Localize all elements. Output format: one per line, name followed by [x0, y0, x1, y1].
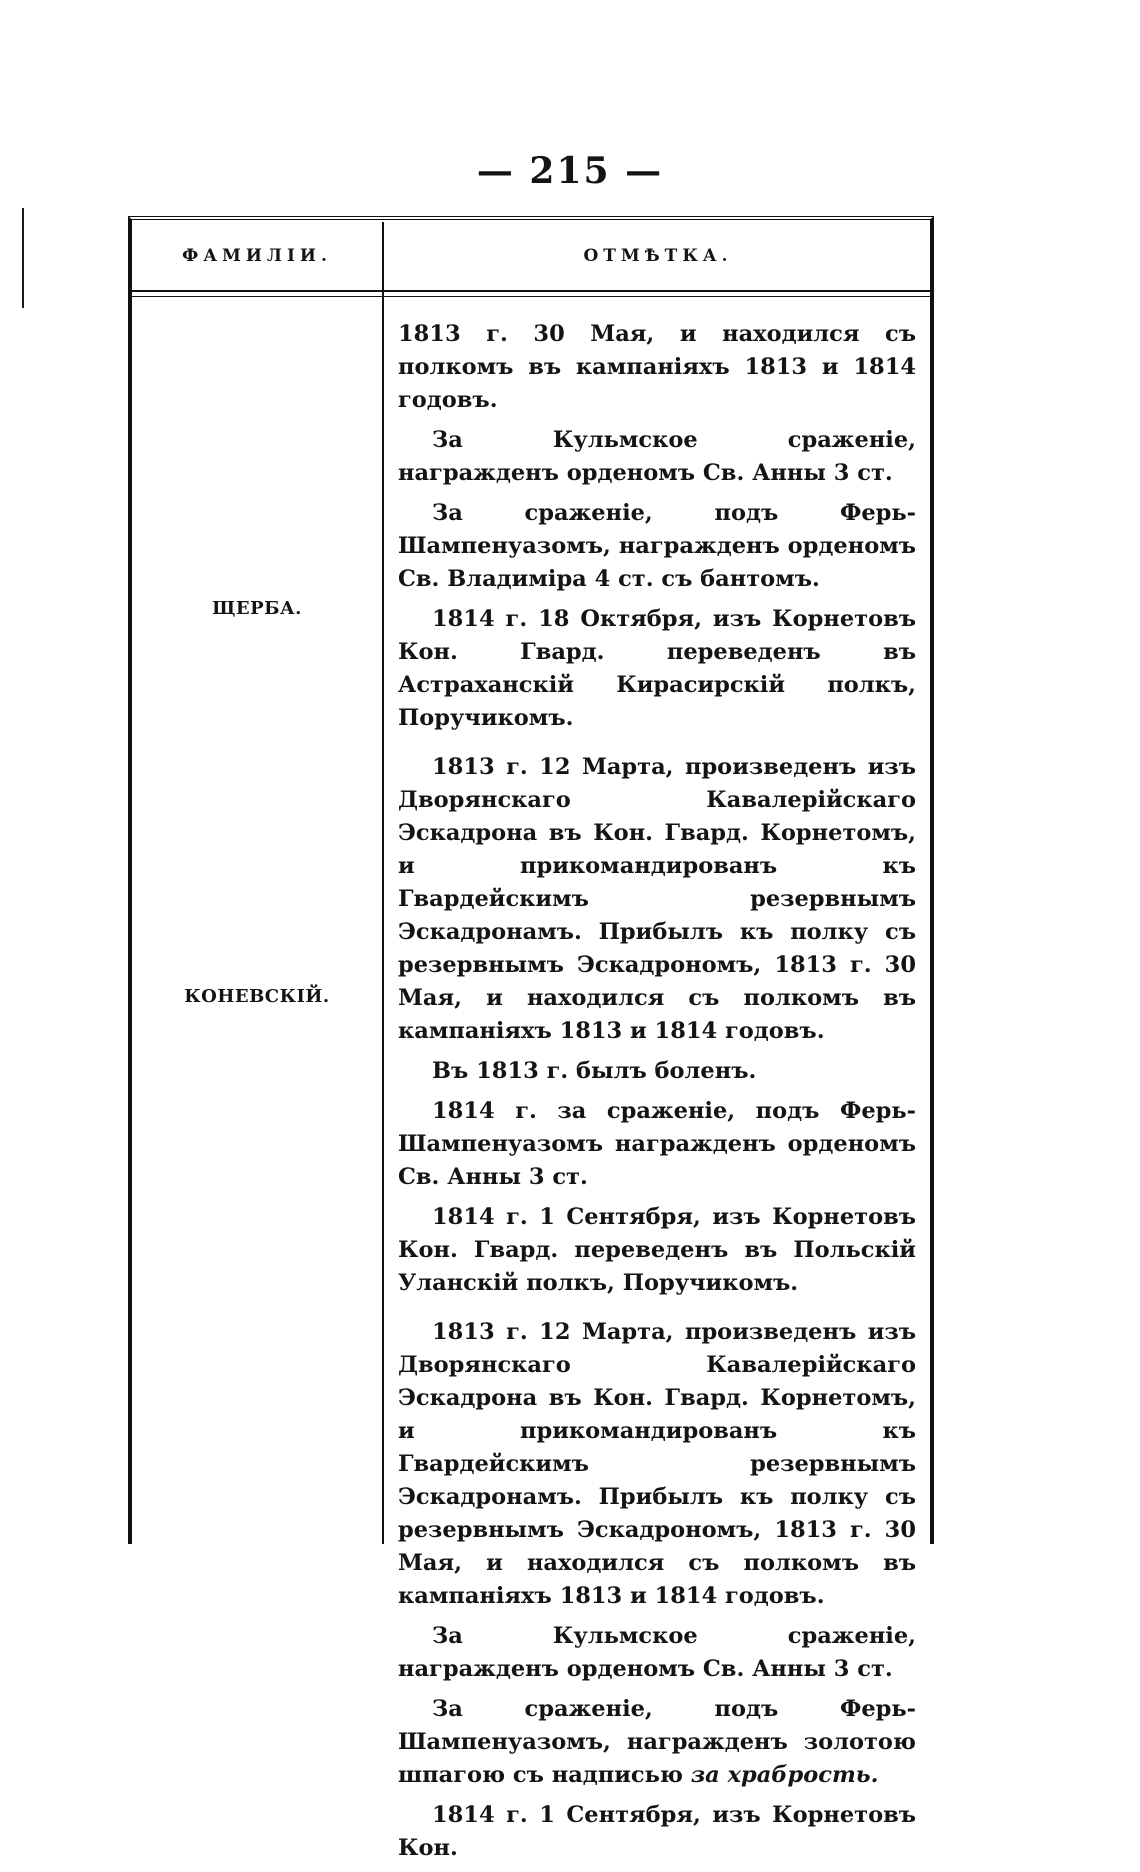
- shcherba-paragraph: Въ 1813 г. былъ боленъ.: [432, 1058, 757, 1084]
- continuation-paragraph: За сраженіе, подъ Ферь-Шампенуазомъ, награжденъ орденомъ Св. Владиміра 4 ст. съ бантомъ.: [398, 500, 916, 592]
- konevsky-paragraph: 1813 г. 12 Марта, произведенъ изъ Дворянскаго Кавалерійскаго Эскадрона въ Кон. Гвард. Корнетомъ, и прикомандированъ къ Гвардейскимъ резервнымъ Эскадронамъ. Прибылъ къ полку съ резервнымъ Эскадрономъ, 1813 г. 30 Мая, и находился съ полкомъ въ кампаніяхъ 1813 и 1814 годовъ.: [398, 1319, 916, 1609]
- column-divider: [382, 222, 384, 1544]
- surname-shcherba: ЩЕРБА.: [212, 598, 302, 619]
- header-rule: [128, 290, 934, 297]
- konevsky-last-line: 1814 г. 1 Сентября, изъ Корнетовъ Кон.: [398, 1802, 916, 1861]
- header-notes: ОТМѢТКА.: [583, 246, 733, 266]
- header-surnames: ФАМИЛІИ.: [182, 246, 332, 266]
- sword-award-text: За сраженіе, подъ Ферь-Шампенуазомъ, награжденъ золотою шпагою съ надписью: [398, 1696, 916, 1788]
- margin-rule: [22, 208, 24, 308]
- konevsky-sword-paragraph: [398, 1693, 916, 1792]
- surname-konevsky: КОНЕВСКІЙ.: [184, 986, 330, 1007]
- notes-column: [398, 318, 916, 1872]
- shcherba-paragraph: 1814 г. 1 Сентября, изъ Корнетовъ Кон. Гвард. переведенъ въ Польскій Уланскій полкъ, Поручикомъ.: [398, 1204, 916, 1296]
- continuation-paragraph: За Кульмское сраженіе, награжденъ орденомъ Св. Анны 3 ст.: [398, 427, 916, 486]
- continuation-paragraph: 1813 г. 30 Мая, и находился съ полкомъ въ кампаніяхъ 1813 и 1814 годовъ.: [398, 321, 916, 413]
- shcherba-paragraph: 1814 г. за сраженіе, подъ Ферь-Шампенуазомъ награжденъ орденомъ Св. Анны 3 ст.: [398, 1098, 916, 1190]
- sword-inscription: за храбрость.: [690, 1762, 879, 1788]
- page-number: — 215 —: [476, 150, 664, 192]
- shcherba-paragraph: 1813 г. 12 Марта, произведенъ изъ Дворянскаго Кавалерійскаго Эскадрона въ Кон. Гвард. Корнетомъ, и прикомандированъ къ Гвардейскимъ резервнымъ Эскадронамъ. Прибылъ къ полку съ резервнымъ Эскадрономъ, 1813 г. 30 Мая, и находился съ полкомъ въ кампаніяхъ 1813 и 1814 годовъ.: [398, 754, 916, 1044]
- continuation-paragraph: 1814 г. 18 Октября, изъ Корнетовъ Кон. Гвард. переведенъ въ Астраханскій Кирасирскій полкъ, Поручикомъ.: [398, 606, 916, 731]
- konevsky-paragraph: За Кульмское сраженіе, награжденъ орденомъ Св. Анны 3 ст.: [398, 1623, 916, 1682]
